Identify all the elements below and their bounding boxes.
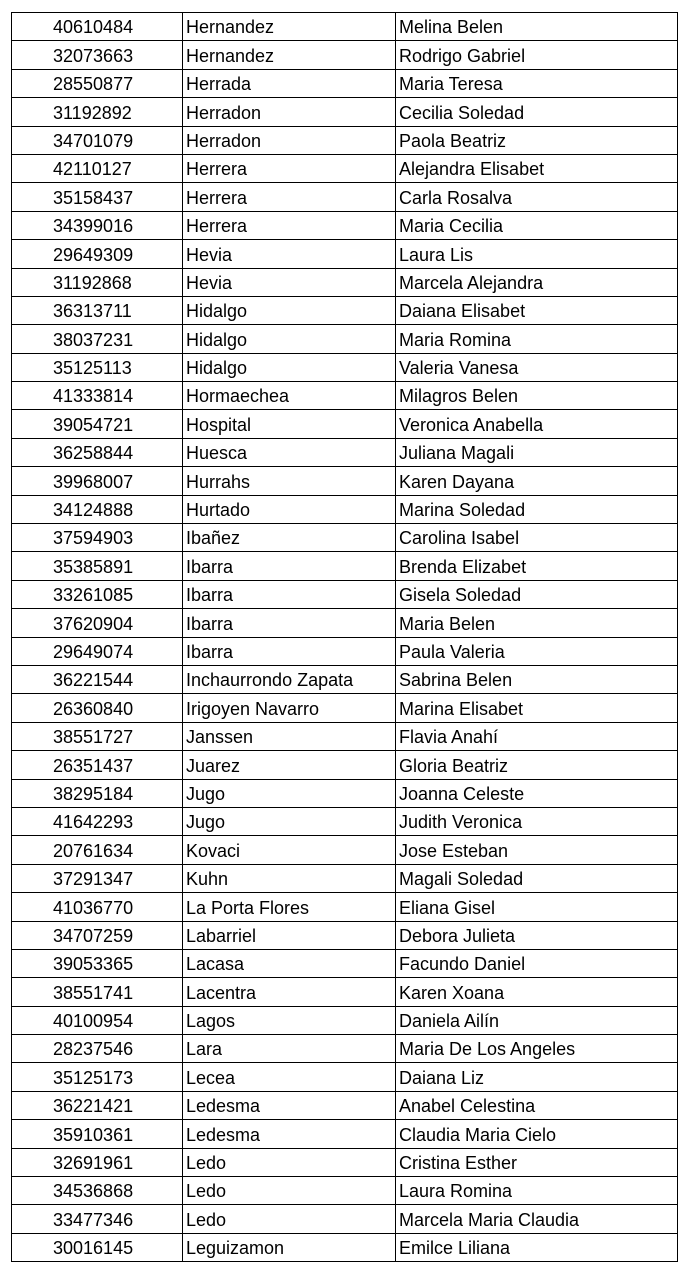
first-name-cell: Carla Rosalva (396, 183, 678, 211)
last-name-cell: Labarriel (183, 921, 396, 949)
dni-cell: 41642293 (12, 807, 183, 835)
last-name-cell: Ibarra (183, 637, 396, 665)
first-name-cell: Marcela Alejandra (396, 268, 678, 296)
first-name-cell: Maria Teresa (396, 69, 678, 97)
last-name-cell: Huesca (183, 438, 396, 466)
table-row (12, 126, 678, 154)
last-name-cell: Hernandez (183, 13, 396, 41)
table-row (12, 438, 678, 466)
last-name-cell: Leguizamon (183, 1233, 396, 1261)
dni-cell: 31192892 (12, 98, 183, 126)
last-name-cell: Herrada (183, 69, 396, 97)
table-row (12, 98, 678, 126)
dni-cell: 32691961 (12, 1148, 183, 1176)
table-row (12, 1148, 678, 1176)
first-name-cell: Claudia Maria Cielo (396, 1120, 678, 1148)
first-name-cell: Maria Cecilia (396, 211, 678, 239)
table-row (12, 836, 678, 864)
first-name-cell: Valeria Vanesa (396, 353, 678, 381)
table-row (12, 1063, 678, 1091)
first-name-cell: Maria Romina (396, 325, 678, 353)
last-name-cell: Lara (183, 1035, 396, 1063)
first-name-cell: Karen Xoana (396, 978, 678, 1006)
last-name-cell: Hurrahs (183, 467, 396, 495)
last-name-cell: Janssen (183, 722, 396, 750)
dni-cell: 28550877 (12, 69, 183, 97)
last-name-cell: Hernandez (183, 41, 396, 69)
last-name-cell: Hidalgo (183, 353, 396, 381)
first-name-cell: Marcela Maria Claudia (396, 1205, 678, 1233)
first-name-cell: Anabel Celestina (396, 1091, 678, 1119)
dni-cell: 28237546 (12, 1035, 183, 1063)
dni-cell: 40610484 (12, 13, 183, 41)
table-row (12, 183, 678, 211)
table-row (12, 1035, 678, 1063)
dni-cell: 37291347 (12, 864, 183, 892)
first-name-cell: Gloria Beatriz (396, 751, 678, 779)
last-name-cell: Herradon (183, 98, 396, 126)
first-name-cell: Sabrina Belen (396, 665, 678, 693)
table-row (12, 552, 678, 580)
dni-cell: 26351437 (12, 751, 183, 779)
table-row (12, 325, 678, 353)
table-row (12, 807, 678, 835)
table-row (12, 751, 678, 779)
dni-cell: 33477346 (12, 1205, 183, 1233)
last-name-cell: Herrera (183, 154, 396, 182)
table-row (12, 353, 678, 381)
first-name-cell: Daiana Elisabet (396, 296, 678, 324)
dni-cell: 35125173 (12, 1063, 183, 1091)
last-name-cell: Herradon (183, 126, 396, 154)
dni-cell: 34701079 (12, 126, 183, 154)
dni-cell: 36221421 (12, 1091, 183, 1119)
first-name-cell: Daiana Liz (396, 1063, 678, 1091)
first-name-cell: Jose Esteban (396, 836, 678, 864)
dni-cell: 36313711 (12, 296, 183, 324)
first-name-cell: Flavia Anahí (396, 722, 678, 750)
table-row (12, 495, 678, 523)
last-name-cell: Ledo (183, 1205, 396, 1233)
last-name-cell: Lecea (183, 1063, 396, 1091)
last-name-cell: Ledesma (183, 1091, 396, 1119)
first-name-cell: Maria Belen (396, 609, 678, 637)
last-name-cell: Ledesma (183, 1120, 396, 1148)
dni-cell: 35125113 (12, 353, 183, 381)
table-row (12, 609, 678, 637)
table-row (12, 410, 678, 438)
first-name-cell: Karen Dayana (396, 467, 678, 495)
dni-cell: 35158437 (12, 183, 183, 211)
table-row (12, 154, 678, 182)
dni-cell: 38295184 (12, 779, 183, 807)
table-row (12, 524, 678, 552)
first-name-cell: Emilce Liliana (396, 1233, 678, 1261)
table-row (12, 1205, 678, 1233)
last-name-cell: Hidalgo (183, 296, 396, 324)
table-row (12, 694, 678, 722)
last-name-cell: Juarez (183, 751, 396, 779)
table-row (12, 893, 678, 921)
table-row (12, 637, 678, 665)
table-row (12, 949, 678, 977)
last-name-cell: Ibañez (183, 524, 396, 552)
dni-cell: 34536868 (12, 1177, 183, 1205)
table-row (12, 382, 678, 410)
first-name-cell: Paola Beatriz (396, 126, 678, 154)
last-name-cell: Kuhn (183, 864, 396, 892)
first-name-cell: Judith Veronica (396, 807, 678, 835)
last-name-cell: Lacasa (183, 949, 396, 977)
first-name-cell: Paula Valeria (396, 637, 678, 665)
table-row (12, 1233, 678, 1261)
first-name-cell: Carolina Isabel (396, 524, 678, 552)
first-name-cell: Juliana Magali (396, 438, 678, 466)
table-row (12, 1120, 678, 1148)
dni-cell: 39968007 (12, 467, 183, 495)
last-name-cell: Hospital (183, 410, 396, 438)
first-name-cell: Melina Belen (396, 13, 678, 41)
last-name-cell: Jugo (183, 779, 396, 807)
last-name-cell: Herrera (183, 211, 396, 239)
dni-cell: 34707259 (12, 921, 183, 949)
last-name-cell: Hevia (183, 268, 396, 296)
table-row (12, 268, 678, 296)
table-row (12, 779, 678, 807)
last-name-cell: La Porta Flores (183, 893, 396, 921)
dni-cell: 36221544 (12, 665, 183, 693)
dni-cell: 36258844 (12, 438, 183, 466)
dni-cell: 35910361 (12, 1120, 183, 1148)
table-row (12, 1091, 678, 1119)
dni-cell: 35385891 (12, 552, 183, 580)
first-name-cell: Cristina Esther (396, 1148, 678, 1176)
first-name-cell: Rodrigo Gabriel (396, 41, 678, 69)
last-name-cell: Kovaci (183, 836, 396, 864)
dni-cell: 41333814 (12, 382, 183, 410)
dni-cell: 37594903 (12, 524, 183, 552)
first-name-cell: Milagros Belen (396, 382, 678, 410)
last-name-cell: Irigoyen Navarro (183, 694, 396, 722)
table-row (12, 921, 678, 949)
first-name-cell: Brenda Elizabet (396, 552, 678, 580)
first-name-cell: Daniela Ailín (396, 1006, 678, 1034)
dni-cell: 34399016 (12, 211, 183, 239)
table-body (12, 13, 678, 1262)
table-row (12, 864, 678, 892)
first-name-cell: Gisela Soledad (396, 580, 678, 608)
dni-cell: 30016145 (12, 1233, 183, 1261)
dni-cell: 34124888 (12, 495, 183, 523)
dni-cell: 38551741 (12, 978, 183, 1006)
table-row (12, 69, 678, 97)
last-name-cell: Hurtado (183, 495, 396, 523)
table-row (12, 722, 678, 750)
last-name-cell: Ledo (183, 1148, 396, 1176)
first-name-cell: Debora Julieta (396, 921, 678, 949)
first-name-cell: Veronica Anabella (396, 410, 678, 438)
dni-cell: 40100954 (12, 1006, 183, 1034)
dni-cell: 38551727 (12, 722, 183, 750)
dni-cell: 33261085 (12, 580, 183, 608)
first-name-cell: Marina Elisabet (396, 694, 678, 722)
data-table (11, 12, 678, 1262)
first-name-cell: Joanna Celeste (396, 779, 678, 807)
table-row (12, 978, 678, 1006)
last-name-cell: Lagos (183, 1006, 396, 1034)
table-row (12, 211, 678, 239)
table-row (12, 296, 678, 324)
dni-cell: 41036770 (12, 893, 183, 921)
last-name-cell: Ibarra (183, 609, 396, 637)
dni-cell: 26360840 (12, 694, 183, 722)
first-name-cell: Laura Romina (396, 1177, 678, 1205)
last-name-cell: Lacentra (183, 978, 396, 1006)
first-name-cell: Laura Lis (396, 240, 678, 268)
table-row (12, 580, 678, 608)
dni-cell: 42110127 (12, 154, 183, 182)
dni-cell: 37620904 (12, 609, 183, 637)
table-row (12, 240, 678, 268)
dni-cell: 38037231 (12, 325, 183, 353)
dni-cell: 29649074 (12, 637, 183, 665)
last-name-cell: Hidalgo (183, 325, 396, 353)
last-name-cell: Inchaurrondo Zapata (183, 665, 396, 693)
first-name-cell: Alejandra Elisabet (396, 154, 678, 182)
table-row (12, 1006, 678, 1034)
table-row (12, 665, 678, 693)
first-name-cell: Marina Soledad (396, 495, 678, 523)
first-name-cell: Facundo Daniel (396, 949, 678, 977)
table-row (12, 1177, 678, 1205)
table-row (12, 41, 678, 69)
last-name-cell: Hormaechea (183, 382, 396, 410)
last-name-cell: Hevia (183, 240, 396, 268)
table-row (12, 467, 678, 495)
last-name-cell: Ledo (183, 1177, 396, 1205)
last-name-cell: Herrera (183, 183, 396, 211)
dni-cell: 20761634 (12, 836, 183, 864)
last-name-cell: Jugo (183, 807, 396, 835)
table-row (12, 13, 678, 41)
first-name-cell: Magali Soledad (396, 864, 678, 892)
first-name-cell: Maria De Los Angeles (396, 1035, 678, 1063)
first-name-cell: Cecilia Soledad (396, 98, 678, 126)
last-name-cell: Ibarra (183, 580, 396, 608)
dni-cell: 31192868 (12, 268, 183, 296)
last-name-cell: Ibarra (183, 552, 396, 580)
dni-cell: 39054721 (12, 410, 183, 438)
first-name-cell: Eliana Gisel (396, 893, 678, 921)
dni-cell: 39053365 (12, 949, 183, 977)
dni-cell: 32073663 (12, 41, 183, 69)
dni-cell: 29649309 (12, 240, 183, 268)
